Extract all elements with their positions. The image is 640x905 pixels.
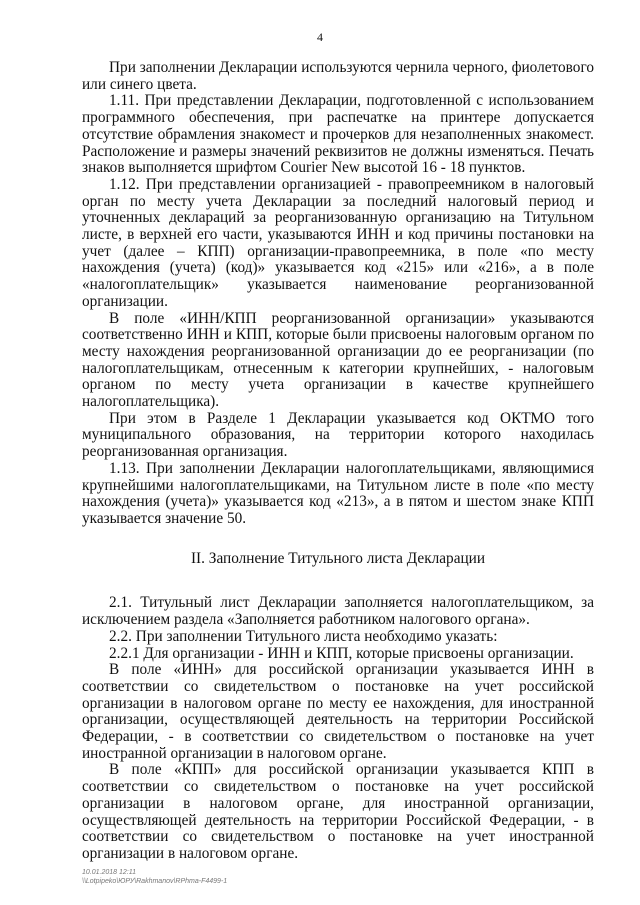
paragraph-ink: При заполнении Декларации используются чернила черного, фиолетового или синего цвета. xyxy=(82,59,594,93)
paragraph-inn-kpp-reorg: В поле «ИНН/КПП реорганизованной организации» указываются соответственно ИНН и КПП, которые были присвоены налоговым органом по месту нахождения реорганизованной организации до ее реорганизации (по налогоплательщикам, отнесенным к категории крупнейших, - налоговым органом по месту учета организации в качестве крупнейшего налогоплательщика). xyxy=(82,309,594,411)
page-number: 4 xyxy=(317,30,323,44)
paragraph-1-12: 1.12. При представлении организацией - правопреемником в налоговый орган по месту учета Декларации за последний налоговый период и уточненных деклараций за реорганизованную организацию на Титульном листе, в верхней его части, указываются ИНН и код причины постановки на учет (далее – КПП) организации-правопреемника, в поле «по месту нахождения (учета) (код)» указывается код «215» или «216», а в поле «налогоплательщик» указывается наименование реорганизованной организации. xyxy=(82,175,594,310)
paragraph-2-2: 2.2. При заполнении Титульного листа необходимо указать: xyxy=(109,627,498,645)
paragraph-oktmo: При этом в Разделе 1 Декларации указывается код ОКТМО того муниципального образования, на территории которого находилась реорганизованная организация. xyxy=(82,409,594,461)
paragraph-1-11: 1.11. При представлении Декларации, подготовленной с использованием программного обеспечения, при распечатке на принтере допускается отсутствие обрамления знакомест и прочерков для незаполненных знакомест. Расположение и размеры значений реквизитов не должны изменяться. Печать знаков выполняется шрифтом Courier New высотой 16 - 18 пунктов. xyxy=(82,92,594,177)
paragraph-inn-field: В поле «ИНН» для российской организации указывается ИНН в соответствии со свидетельством о постановке на учет российской организации в налоговом органе по месту ее нахождения, для иностранной организации, осуществляющей деятельность на территории Российской Федерации, - в соответствии со свидетельством о постановке на учет иностранной организации в налоговом органе. xyxy=(82,661,594,762)
footer-timestamp: 10.01.2018 12:11 xyxy=(82,869,136,876)
paragraph-2-2-1: 2.2.1 Для организации - ИНН и КПП, которые присвоены организации. xyxy=(109,644,574,662)
document-body xyxy=(82,60,594,863)
paragraph-2-1: 2.1. Титульный лист Декларации заполняется налогоплательщиком, за исключением раздела «Заполняется работником налогового органа». xyxy=(82,594,594,629)
paragraph-1-13: 1.13. При заполнении Декларации налогоплательщиками, являющимися крупнейшими налогоплательщиками, на Титульном листе в поле «по месту нахождения (учета)» указывается код «213», а в пятом и шестом знаке КПП указывается значение 50. xyxy=(82,459,594,527)
footer-file-path: \\Lotpipeko\ЮРУ\Rakhmanov\RPhma-F4499-1 xyxy=(82,877,228,885)
section-heading: II. Заполнение Титульного листа Декларации xyxy=(190,549,486,567)
paragraph-kpp-field: В поле «КПП» для российской организации указывается КПП в соответствии со свидетельством о постановке на учет российской организации в налоговом органе, для иностранной организации, осуществляющей деятельность на территории Российской Федерации, - в соответствии со свидетельством о постановке на учет иностранной организации в налоговом органе. xyxy=(82,761,594,862)
document-footer xyxy=(82,869,227,886)
